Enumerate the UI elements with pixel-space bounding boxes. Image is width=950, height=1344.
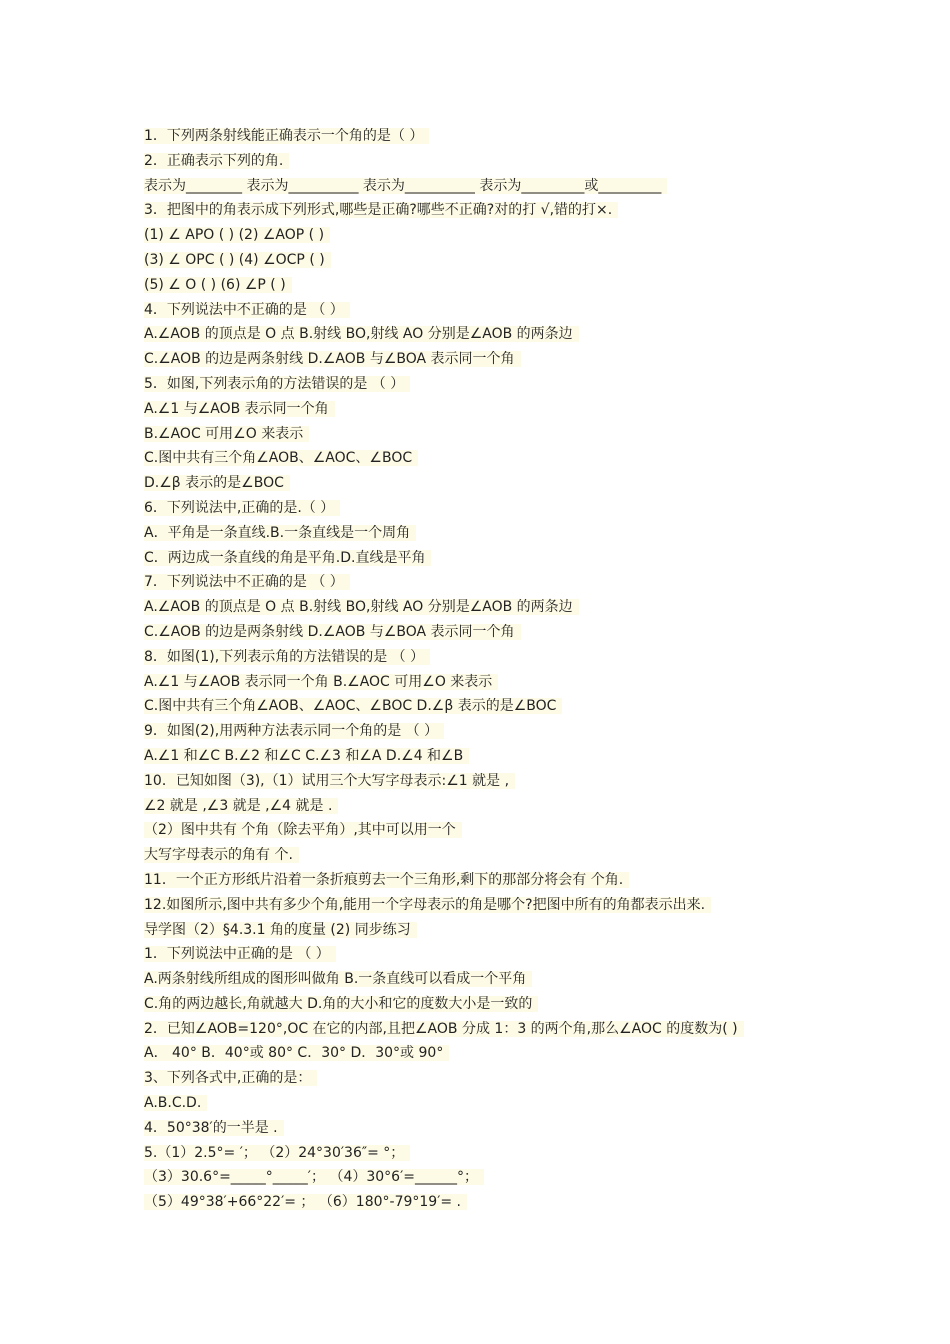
text-line: 5.（1）2.5°= ′； （2）24°30′36″= °； [144,1141,824,1166]
text-line: D.∠β 表示的是∠BOC [144,471,824,496]
text-line: 10．已知如图（3),（1）试用三个大写字母表示:∠1 就是 , [144,769,824,794]
text-line: （2）图中共有 个角（除去平角）,其中可以用一个 [144,818,824,843]
text-line: C.角的两边越长,角就越大 D.角的大小和它的度数大小是一致的 [144,992,824,1017]
text-line: 11．一个正方形纸片沿着一条折痕剪去一个三角形,剩下的那部分将会有 个角. [144,868,824,893]
text-line: A.∠AOB 的顶点是 O 点 B.射线 BO,射线 AO 分别是∠AOB 的两条边 [144,322,824,347]
text-line: A.∠1 和∠C B.∠2 和∠C C.∠3 和∠A D.∠4 和∠B [144,744,824,769]
text-line: 1．下列两条射线能正确表示一个角的是（ ） [144,124,824,149]
text-line: A.两条射线所组成的图形叫做角 B.一条直线可以看成一个平角 [144,967,824,992]
text-line: 4．下列说法中不正确的是 （ ） [144,298,824,323]
text-line: 8．如图(1),下列表示角的方法错误的是 （ ） [144,645,824,670]
text-line: C.∠AOB 的边是两条射线 D.∠AOB 与∠BOA 表示同一个角 [144,347,824,372]
text-line: （5）49°38′+66°22′= ； （6）180°-79°19′= . [144,1190,824,1215]
text-line: ∠2 就是 ,∠3 就是 ,∠4 就是 . [144,794,824,819]
text-line: 大写字母表示的角有 个. [144,843,824,868]
text-line: A．平角是一条直线.B.一条直线是一个周角 [144,521,824,546]
text-line: C．两边成一条直线的角是平角.D.直线是平角 [144,546,824,571]
text-line: 9．如图(2),用两种方法表示同一个角的是 （ ） [144,719,824,744]
text-line: 5．如图,下列表示角的方法错误的是 （ ） [144,372,824,397]
text-line: A.B.C.D. [144,1091,824,1116]
section-heading: 导学图（2）§4.3.1 角的度量 (2) 同步练习 [144,918,824,943]
text-line: (1) ∠ APO ( ) (2) ∠AOP ( ) [144,223,824,248]
text-line: 1．下列说法中正确的是 （ ） [144,942,824,967]
text-line: 2．已知∠AOB=120°,OC 在它的内部,且把∠AOB 分成 1：3 的两个角,那么∠AOC 的度数为( ) [144,1017,824,1042]
text-line: C.图中共有三个角∠AOB、∠AOC、∠BOC D.∠β 表示的是∠BOC [144,694,824,719]
text-line: A.∠1 与∠AOB 表示同一个角 [144,397,824,422]
text-line: A.∠1 与∠AOB 表示同一个角 B.∠AOC 可用∠O 来表示 [144,670,824,695]
text-line: 表示为________ 表示为__________ 表示为__________ 表示为_________或_________ [144,174,824,199]
text-line: (3) ∠ OPC ( ) (4) ∠OCP ( ) [144,248,824,273]
text-line: C.∠AOB 的边是两条射线 D.∠AOB 与∠BOA 表示同一个角 [144,620,824,645]
text-line: C.图中共有三个角∠AOB、∠AOC、∠BOC [144,446,824,471]
text-line: 12.如图所示,图中共有多少个角,能用一个字母表示的角是哪个?把图中所有的角都表示出来. [144,893,824,918]
text-line: B.∠AOC 可用∠O 来表示 [144,422,824,447]
text-line: 6．下列说法中,正确的是.（ ） [144,496,824,521]
text-line: 3、下列各式中,正确的是： [144,1066,824,1091]
text-line: （3）30.6°=_____°_____′； （4）30°6′=______°； [144,1165,824,1190]
text-line: 4．50°38′的一半是 . [144,1116,824,1141]
text-line: 3．把图中的角表示成下列形式,哪些是正确?哪些不正确?对的打 √,错的打×. [144,198,824,223]
text-line: (5) ∠ O ( ) (6) ∠P ( ) [144,273,824,298]
worksheet-content [144,124,824,1215]
text-line: A.∠AOB 的顶点是 O 点 B.射线 BO,射线 AO 分别是∠AOB 的两条边 [144,595,824,620]
text-line: 2．正确表示下列的角. [144,149,824,174]
text-line: 7．下列说法中不正确的是 （ ） [144,570,824,595]
text-line: A． 40° B．40°或 80° C．30° D．30°或 90° [144,1041,824,1066]
